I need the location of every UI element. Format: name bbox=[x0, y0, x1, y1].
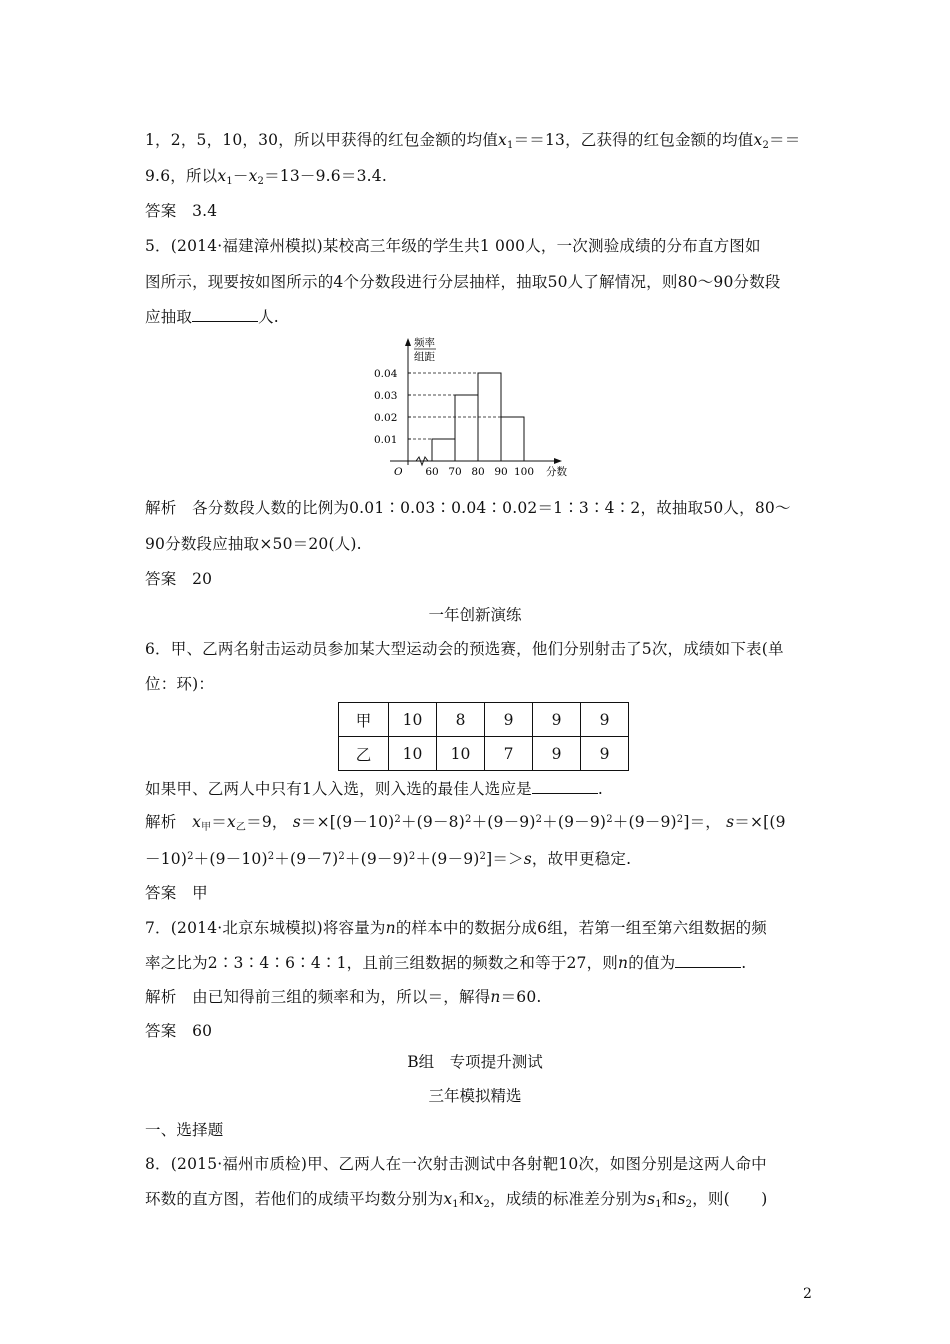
score-table bbox=[338, 702, 629, 771]
superscript: 2 bbox=[338, 851, 345, 862]
y-tick-label: 0.04 bbox=[374, 368, 398, 380]
x-tick-label: 80 bbox=[471, 466, 485, 478]
text-segment: ，则( ) bbox=[692, 1190, 768, 1208]
var-x: x bbox=[474, 1190, 484, 1208]
x-tick-label: 90 bbox=[494, 466, 508, 478]
var-x: x bbox=[753, 131, 763, 149]
var-s: s bbox=[647, 1190, 656, 1208]
table-row bbox=[339, 703, 629, 737]
question-5-line-2: 图所示，现要按如图所示的4个分数段进行分层抽样，抽取50人了解情况，则80～90分数段 bbox=[145, 273, 781, 291]
var-s: s bbox=[677, 1190, 686, 1208]
solution-line-1 bbox=[145, 128, 800, 151]
var-x: x bbox=[217, 167, 227, 185]
superscript: 2 bbox=[606, 814, 613, 825]
subscript: 2 bbox=[257, 176, 265, 187]
text-segment: ＋(9－9) bbox=[471, 813, 536, 831]
answer-blank bbox=[532, 781, 598, 794]
subscript: 1 bbox=[507, 140, 514, 151]
question-8-line-1: 8．(2015·福州市质检)甲、乙两人在一次射击测试中各射靶10次，如图分别是这两人命中 bbox=[145, 1155, 767, 1173]
solution-5-line-2: 90分数段应抽取×50＝20(人). bbox=[145, 535, 362, 553]
y-label-top: 频率 bbox=[414, 337, 435, 349]
superscript: 2 bbox=[394, 814, 401, 825]
question-7-line-1 bbox=[145, 916, 767, 938]
text-segment: ]＝＞ bbox=[486, 850, 524, 868]
superscript: 2 bbox=[408, 851, 416, 862]
question-6-line-1: 6．甲、乙两名射击运动员参加某大型运动会的预选赛，他们分别射击了5次，成绩如下表(单 bbox=[145, 640, 784, 658]
question-5-line-3 bbox=[145, 305, 279, 327]
text-segment: － bbox=[232, 167, 249, 185]
text-segment: ＋(9－9) bbox=[542, 813, 607, 831]
var-x: x bbox=[498, 131, 507, 149]
answer-blank bbox=[192, 309, 258, 322]
score-cell: 10 bbox=[437, 737, 485, 771]
text-segment: ＋(9－8) bbox=[400, 813, 465, 831]
solution-6-line-1 bbox=[145, 810, 786, 833]
histogram-chart bbox=[372, 334, 582, 480]
text-segment: 和 bbox=[661, 1190, 678, 1208]
subscript: 2 bbox=[483, 1199, 491, 1210]
subscript: 2 bbox=[762, 140, 770, 151]
histogram-bar bbox=[432, 439, 455, 461]
text-segment: ＝×[(9－10) bbox=[300, 813, 395, 831]
text-segment: －10) bbox=[145, 850, 188, 868]
superscript: 2 bbox=[267, 851, 275, 862]
score-cell: 10 bbox=[389, 703, 437, 737]
text-segment: 解析 由已知得前三组的频率和为，所以＝，解得 bbox=[145, 988, 491, 1006]
solution-line-2 bbox=[145, 164, 387, 187]
score-cell: 9 bbox=[485, 703, 533, 737]
text-segment: ＝＝13，乙获得的红包金额的均值 bbox=[513, 131, 754, 149]
question-8-line-2 bbox=[145, 1187, 768, 1210]
var-n: n bbox=[490, 988, 501, 1006]
question-7-line-2 bbox=[145, 951, 746, 973]
y-tick-label: 0.02 bbox=[374, 412, 398, 424]
x-tick-label: 70 bbox=[448, 466, 462, 478]
subscript: 2 bbox=[685, 1199, 693, 1210]
subscript: 甲 bbox=[201, 822, 212, 833]
text-segment: ＝60. bbox=[500, 988, 542, 1006]
solution-6-line-2 bbox=[145, 847, 631, 869]
text-segment: 的样本中的数据分成6组，若第一组至第六组数据的频 bbox=[395, 919, 767, 937]
text-segment: ＝ bbox=[211, 813, 227, 831]
text-segment: 9.6，所以 bbox=[145, 167, 218, 185]
var-n: n bbox=[618, 954, 629, 972]
subscript: 乙 bbox=[235, 822, 247, 833]
superscript: 2 bbox=[187, 851, 194, 862]
superscript: 2 bbox=[465, 814, 472, 825]
text-segment: 应抽取 bbox=[145, 308, 193, 326]
text-segment: ＋(9－10) bbox=[193, 850, 268, 868]
question-5-line-1: 5．(2014·福建漳州模拟)某校高三年级的学生共1 000人，一次测验成绩的分布直方图如 bbox=[145, 237, 761, 255]
question-6-line-2: 位：环)： bbox=[145, 675, 215, 693]
subscript: 1 bbox=[452, 1199, 459, 1210]
text-segment: 和 bbox=[458, 1190, 475, 1208]
subscript: 1 bbox=[655, 1199, 662, 1210]
var-x: x bbox=[443, 1190, 453, 1208]
superscript: 2 bbox=[479, 851, 487, 862]
score-cell: 10 bbox=[389, 737, 437, 771]
text-segment: . bbox=[597, 780, 604, 798]
text-segment: . bbox=[741, 954, 747, 972]
y-tick-label: 0.03 bbox=[374, 390, 398, 402]
text-segment: ＝13－9.6＝3.4. bbox=[264, 167, 387, 185]
y-tick-label: 0.01 bbox=[374, 434, 398, 446]
var-n: n bbox=[385, 919, 396, 937]
text-segment: ＋(9－7) bbox=[274, 850, 339, 868]
answer-5: 答案 20 bbox=[145, 570, 213, 588]
superscript: 2 bbox=[535, 814, 543, 825]
part-heading: 一、选择题 bbox=[145, 1121, 224, 1139]
text-segment: ＝9， bbox=[246, 813, 288, 831]
solution-5-line-1: 解析 各分数段人数的比例为0.01∶0.03∶0.04∶0.02＝1∶3∶4∶2，故抽取50人，80～ bbox=[145, 499, 791, 517]
var-s: s bbox=[523, 850, 532, 868]
histogram-bar bbox=[501, 417, 524, 461]
superscript: 2 bbox=[676, 814, 684, 825]
row-label-cell: 乙 bbox=[339, 737, 389, 771]
score-cell: 9 bbox=[581, 703, 629, 737]
var-s: s bbox=[726, 813, 735, 831]
answer-blank bbox=[675, 955, 741, 968]
table-row bbox=[339, 737, 629, 771]
text-segment: ＋(9－9) bbox=[415, 850, 480, 868]
x-tick-label: 100 bbox=[513, 466, 535, 478]
text-segment: 率之比为2∶3∶4∶6∶4∶1，且前三组数据的频数之和等于27，则 bbox=[145, 954, 618, 972]
x-axis-label: 分数 bbox=[546, 466, 567, 478]
solution-7 bbox=[145, 985, 542, 1007]
histogram-bar bbox=[455, 395, 478, 461]
text-segment: 人. bbox=[258, 308, 279, 326]
answer-4: 答案 3.4 bbox=[145, 202, 218, 220]
text-segment: ＋(9－9) bbox=[612, 813, 677, 831]
var-s: s bbox=[292, 813, 301, 831]
subscript: 1 bbox=[226, 176, 233, 187]
text-segment: ＝＝ bbox=[769, 131, 801, 149]
score-cell: 7 bbox=[485, 737, 533, 771]
text-segment: ，故甲更稳定. bbox=[531, 850, 632, 868]
y-label-bottom: 组距 bbox=[414, 351, 435, 363]
y-axis-arrow bbox=[405, 338, 411, 346]
x-axis-arrow bbox=[554, 458, 562, 464]
row-label-cell: 甲 bbox=[339, 703, 389, 737]
var-x: x bbox=[192, 813, 202, 831]
section-title-innovation: 一年创新演练 bbox=[428, 606, 522, 624]
text-segment: ＋(9－9) bbox=[344, 850, 409, 868]
text-segment: 环数的直方图，若他们的成绩平均数分别为 bbox=[145, 1190, 444, 1208]
x-tick-label: 60 bbox=[425, 466, 439, 478]
score-cell: 9 bbox=[581, 737, 629, 771]
text-segment: 解析 bbox=[145, 813, 193, 831]
text-segment: 的值为 bbox=[628, 954, 676, 972]
text-segment: 1，2，5，10，30，所以甲获得的红包金额的均值 bbox=[145, 131, 499, 149]
page-number: 2 bbox=[803, 1286, 812, 1302]
answer-6: 答案 甲 bbox=[145, 884, 208, 902]
section-title-b: B组 专项提升测试 bbox=[407, 1053, 543, 1071]
question-6-line-3 bbox=[145, 777, 603, 799]
text-segment: 7．(2014·北京东城模拟)将容量为 bbox=[145, 919, 386, 937]
score-cell: 9 bbox=[533, 703, 581, 737]
score-cell: 8 bbox=[437, 703, 485, 737]
section-title-three-years: 三年模拟精选 bbox=[428, 1087, 522, 1105]
var-x: x bbox=[226, 813, 236, 831]
var-x: x bbox=[248, 167, 258, 185]
text-segment: ，成绩的标准差分别为 bbox=[490, 1190, 648, 1208]
text-segment: ]＝， bbox=[683, 813, 721, 831]
text-segment: ＝×[(9 bbox=[734, 813, 786, 831]
text-segment: 如果甲、乙两人中只有1人入选，则入选的最佳人选应是 bbox=[145, 780, 532, 798]
answer-7: 答案 60 bbox=[145, 1022, 213, 1040]
origin-label: O bbox=[394, 466, 403, 478]
score-cell: 9 bbox=[533, 737, 581, 771]
